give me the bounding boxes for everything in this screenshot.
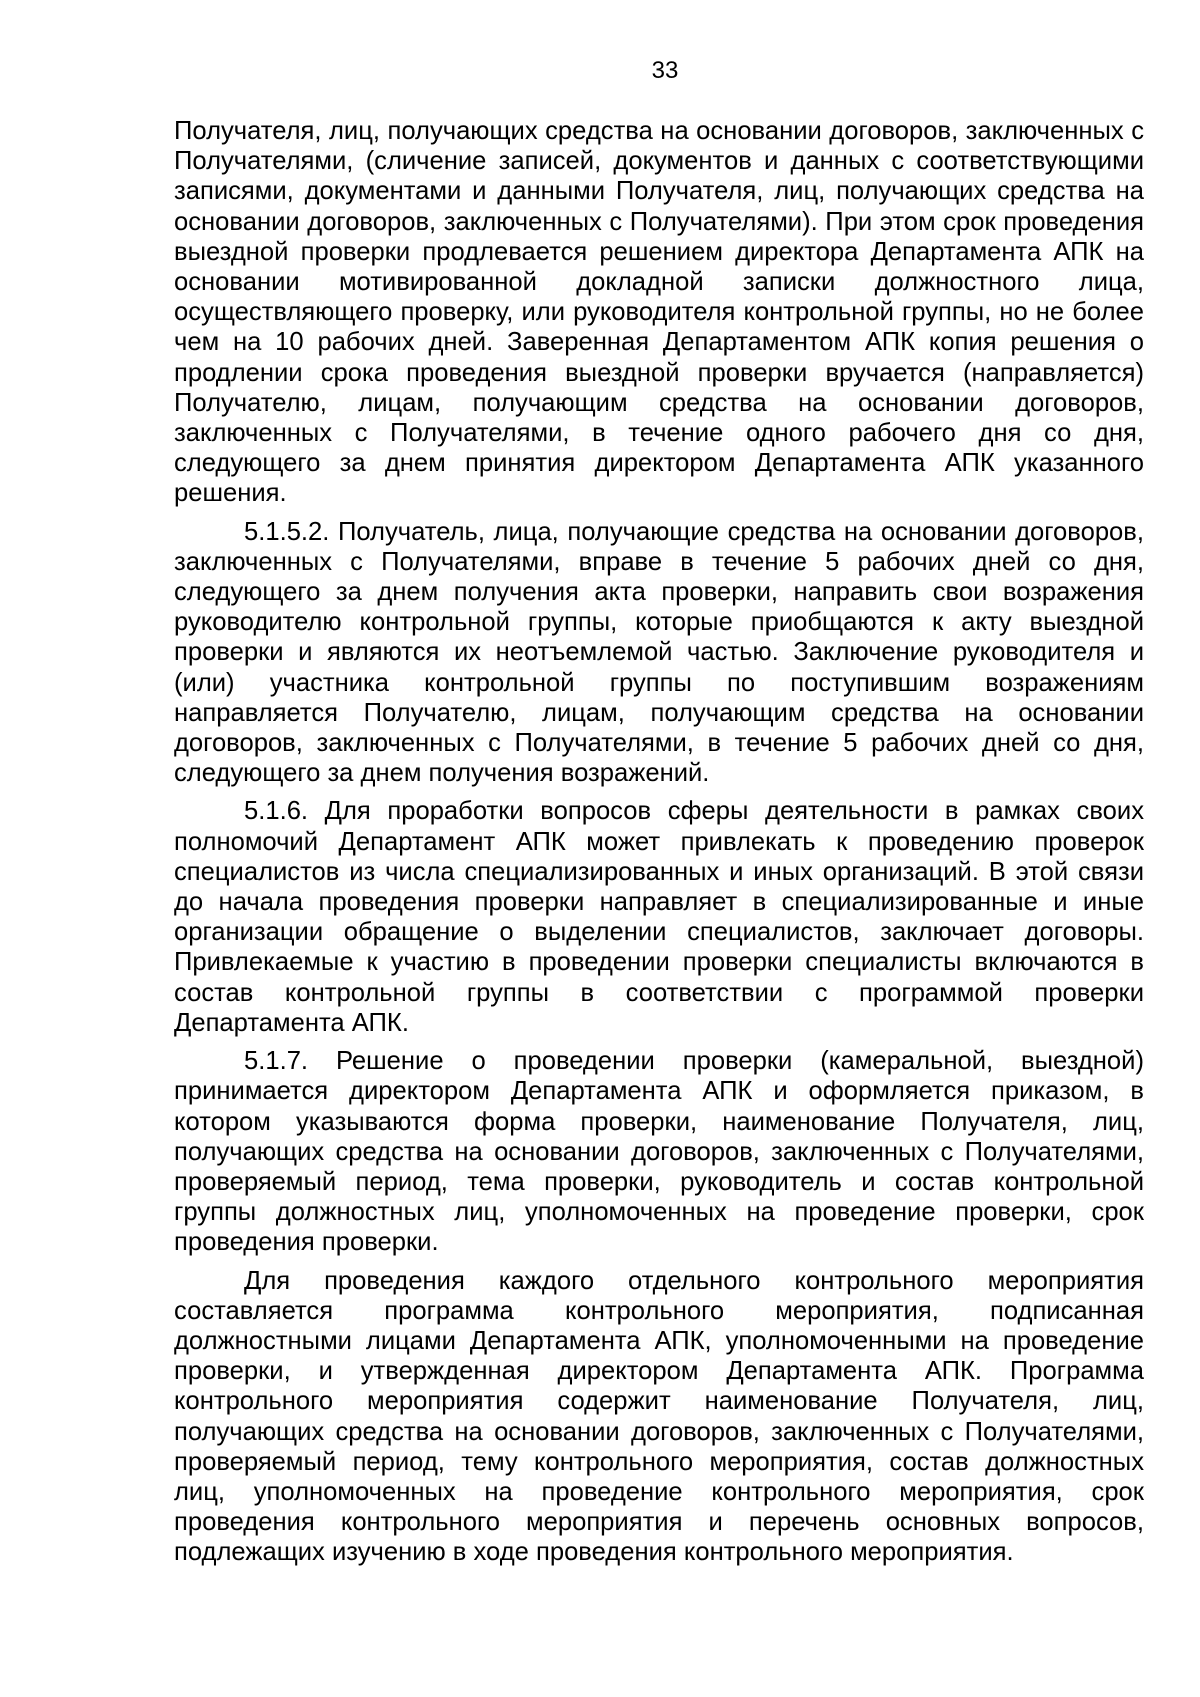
paragraph-5-1-5-2: 5.1.5.2. Получатель, лица, получающие средства на основании договоров, заключенных с Получателями, вправе в течение 5 рабочих дней со дня, следующего за днем получения акта проверки, направить свои возражения руководителю контрольной группы, которые приобщаются к акту выездной проверки и являются их неотъемлемой частью. Заключение руководителя и (или) участника контрольной группы по поступившим возражениям направляется Получателю, лицам, получающим средства на основании договоров, заключенных с Получателями, в течение 5 рабочих дней со дня, следующего за днем получения возражений. bbox=[174, 517, 1144, 788]
document-body bbox=[174, 116, 1144, 1576]
page-number: 33 bbox=[651, 57, 679, 84]
paragraph-5-1-6: 5.1.6. Для проработки вопросов сферы деятельности в рамках своих полномочий Департамент АПК может привлекать к проведению проверок специалистов из числа специализированных и иных организаций. В этой связи до начала проведения проверки направляет в специализированные и иные организации обращение о выделении специалистов, заключает договоры. Привлекаемые к участию в проведении проверки специалисты включаются в состав контрольной группы в соответствии с программой проверки Департамента АПК. bbox=[174, 797, 1144, 1037]
paragraph-continuation: Получателя, лиц, получающих средства на основании договоров, заключенных с Получателями, (сличение записей, документов и данных с соответствующими записями, документами и данными Получателя, лиц, получающих средства на основании договоров, заключенных с Получателями). При этом срок проведения выездной проверки продлевается решением директора Департамента АПК на основании мотивированной докладной записки должностного лица, осуществляющего проверку, или руководителя контрольной группы, но не более чем на 10 рабочих дней. Заверенная Департаментом АПК копия решения о продлении срока проведения выездной проверки вручается (направляется) Получателю, лицам, получающим средства на основании договоров, заключенных с Получателями, в течение одного рабочего дня со дня, следующего за днем принятия директором Департамента АПК указанного решения. bbox=[174, 117, 1144, 508]
paragraph-program: Для проведения каждого отдельного контрольного мероприятия составляется программа контрольного мероприятия, подписанная должностными лицами Департамента АПК, уполномоченными на проведение проверки, и утвержденная директором Департамента АПК. Программа контрольного мероприятия содержит наименование Получателя, лиц, получающих средства на основании договоров, заключенных с Получателями, проверяемый период, тему контрольного мероприятия, состав должностных лиц, уполномоченных на проведение контрольного мероприятия, срок проведения контрольного мероприятия и перечень основных вопросов, подлежащих изучению в ходе проведения контрольного мероприятия. bbox=[174, 1266, 1144, 1567]
paragraph-5-1-7: 5.1.7. Решение о проведении проверки (камеральной, выездной) принимается директором Департамента АПК и оформляется приказом, в котором указываются форма проверки, наименование Получателя, лиц, получающих средства на основании договоров, заключенных с Получателями, проверяемый период, тема проверки, руководитель и состав контрольной группы должностных лиц, уполномоченных на проведение проверки, срок проведения проверки. bbox=[174, 1047, 1144, 1257]
